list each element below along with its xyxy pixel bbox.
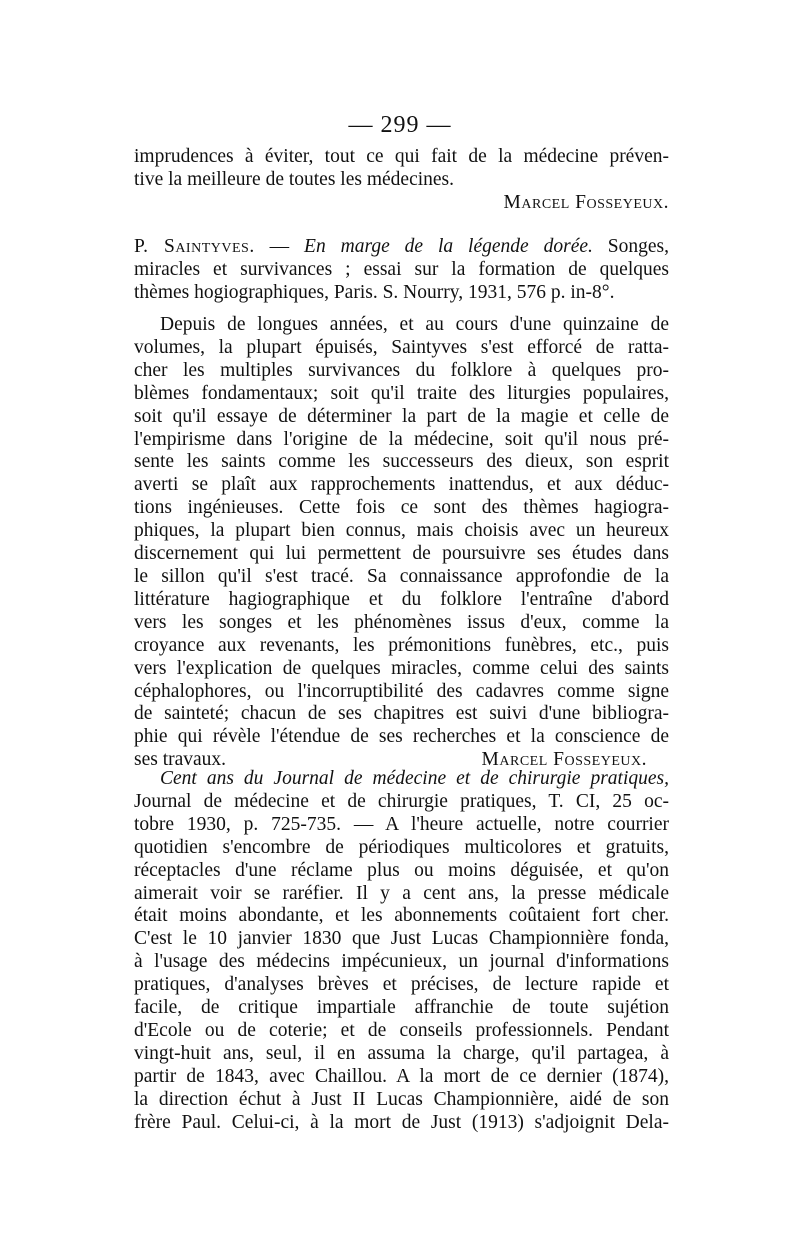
text-line: quotidien s'encombre de périodiques multicolores et gratuits,	[134, 836, 669, 858]
text-line: réceptacles d'une réclame plus ou moins déguisée, et qu'on	[134, 859, 669, 881]
text-line: discernement qui lui permettent de poursuivre ses études dans	[134, 543, 669, 565]
review-cent-ans	[134, 768, 669, 1135]
text-line: frère Paul. Celui-ci, à la mort de Just (1913) s'adjoignit Dela-	[134, 1111, 669, 1133]
review-saintyves-body	[134, 314, 669, 772]
text-line: à l'usage des médecins impécunieux, un journal d'informations	[134, 951, 669, 973]
text-line: le sillon qu'il s'est tracé. Sa connaissance approfondie de la	[134, 565, 669, 587]
text-line: thèmes hogiographiques, Paris. S. Nourry, 1931, 576 p. in-8°.	[134, 281, 615, 303]
text-line: Depuis de longues années, et au cours d'une quinzaine de	[160, 314, 669, 335]
text-line: miracles et survivances ; essai sur la formation de quelques	[134, 258, 669, 280]
text-line: vers l'explication de quelques miracles, comme celui des saints	[134, 657, 669, 679]
text-line: vingt-huit ans, seul, il en assuma la charge, qu'il partagea, à	[134, 1042, 669, 1064]
text-line: phie qui révèle l'étendue de ses recherches et la conscience de	[134, 726, 669, 748]
review-title: En marge de la légende dorée.	[304, 236, 593, 257]
text-line: la direction échut à Just II Lucas Championnière, aidé de son	[134, 1088, 669, 1110]
review-heading-line: P. Saintyves. — En marge de la légende dorée. Songes,	[134, 236, 670, 257]
text-line: phiques, la plupart bien connus, mais choisis avec un heureux	[134, 520, 669, 542]
text-line: sente les saints comme les successeurs des dieux, son esprit	[134, 451, 669, 473]
text-line: C'est le 10 janvier 1830 que Just Lucas Championnière fonda,	[134, 928, 669, 950]
text-line: imprudences à éviter, tout ce qui fait de la médecine préven-	[134, 146, 669, 167]
text-line: céphalophores, ou l'incorruptibilité des cadavres comme signe	[134, 680, 669, 702]
text-line: volumes, la plupart épuisés, Saintyves s'est efforcé de ratta-	[134, 336, 669, 358]
review-author: P. Saintyves.	[134, 236, 255, 257]
text-line: littérature hagiographique et du folklore l'entraîne d'abord	[134, 588, 669, 610]
text-line: d'Ecole ou de coterie; et de conseils professionnels. Pendant	[134, 1019, 669, 1041]
text-line: de sainteté; chacun de ses chapitres est suivi d'une bibliogra-	[134, 703, 669, 725]
previous-review-ending	[134, 146, 669, 215]
text-line: pratiques, d'analyses brèves et précises, de lecture rapide et	[134, 974, 669, 996]
signature: Marcel Fosseyeux.	[481, 749, 647, 771]
text-line: l'empirisme dans l'origine de la médecine, soit qu'il nous pré-	[134, 428, 669, 450]
text-line: vers les songes et les phénomènes issus d'eux, comme la	[134, 611, 669, 633]
text-line: averti se plaît aux rapprochements inattendus, et aux déduc-	[134, 474, 669, 496]
review-title: Cent ans du Journal de médecine et de chirurgie pratiques,	[160, 768, 669, 789]
text-line: tobre 1930, p. 725-735. — A l'heure actuelle, notre courrier	[134, 813, 669, 835]
text-line: était moins abondante, et les abonnements coûtaient fort cher.	[134, 905, 669, 927]
text-line: tions ingénieuses. Cette fois ce sont des thèmes hagiogra-	[134, 497, 669, 519]
text-line: soit qu'il essaye de déterminer la part de la magie et celle de	[134, 405, 669, 427]
text-line: aimerait voir se raréfier. Il y a cent ans, la presse médicale	[134, 882, 669, 904]
text-line-with-signature: ses travaux. Marcel Fosseyeux.	[134, 749, 647, 771]
text-line: blèmes fondamentaux; soit qu'il traite des liturgies populaires,	[134, 382, 669, 404]
text-line: cher les multiples survivances du folklore à quelques pro-	[134, 359, 669, 381]
signature: Marcel Fosseyeux.	[503, 191, 669, 213]
review-saintyves	[134, 236, 669, 305]
text-line: facile, de critique impartiale affranchie de toute sujétion	[134, 997, 669, 1019]
page-number: — 299 —	[348, 112, 452, 138]
text-line: partir de 1843, avec Chaillou. A la mort de ce dernier (1874),	[134, 1065, 669, 1087]
text-line: tive la meilleure de toutes les médecines.	[134, 168, 455, 190]
text-line: Journal de médecine et de chirurgie pratiques, T. CI, 25 oc-	[134, 790, 669, 812]
text-line: croyance aux revenants, les prémonitions funèbres, etc., puis	[134, 634, 669, 656]
